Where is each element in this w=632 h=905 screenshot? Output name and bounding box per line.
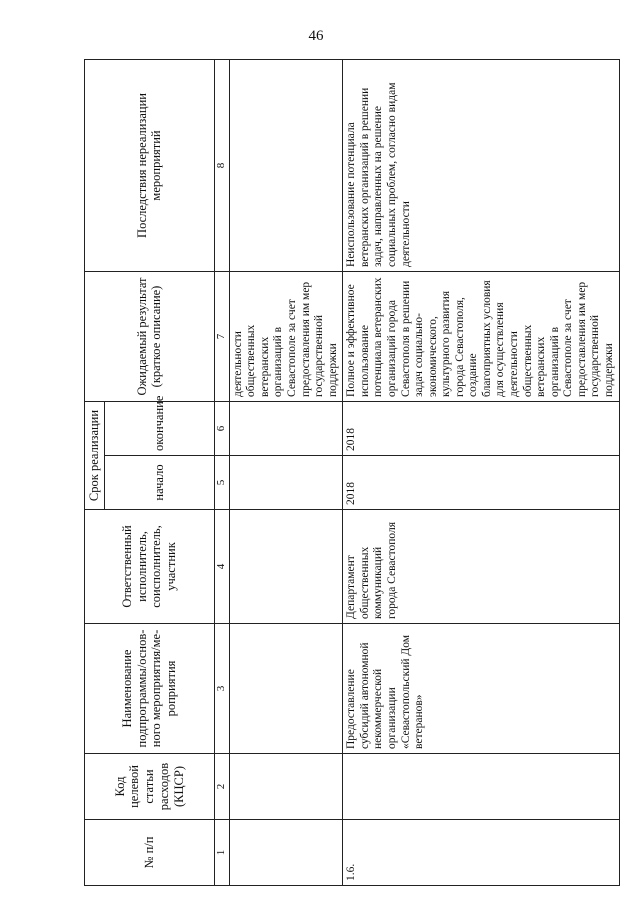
column-number: 5 — [214, 456, 229, 510]
header-start: начало — [104, 456, 214, 510]
table-row-1-6 — [343, 59, 619, 885]
row-code — [343, 754, 619, 820]
cell-empty — [229, 820, 343, 886]
row-responsible: Департамент общественных коммуникаций города Севастополя — [343, 510, 619, 624]
header-end: окончание — [104, 401, 214, 455]
continuation-result: деятельности общественных ветеранских организаций в Севастополе за счет предоставления им мер государственной поддержки — [229, 271, 343, 401]
cell-empty — [229, 624, 343, 754]
rotated-table-container — [84, 60, 615, 886]
header-name: Наименование подпрограммы/основ-ного мероприятия/ме-роприятия — [85, 624, 215, 754]
header-num: № п/п — [85, 820, 215, 886]
page-number: 46 — [308, 28, 324, 44]
column-number: 3 — [214, 624, 229, 754]
cell-empty — [229, 510, 343, 624]
row-start-year: 2018 — [343, 456, 619, 510]
row-name: Предоставление субсидий автономной некоммерческой организации «Севастопольский Дом ветеранов» — [343, 624, 619, 754]
row-consequence: Неиспользование потенциала ветеранских организаций в решении задач, направленных на решение социальных проблем, согласно видам деятельности — [343, 59, 619, 271]
header-result: Ожидаемый результат (краткое описание) — [85, 271, 215, 401]
cell-empty — [229, 456, 343, 510]
row-end-year: 2018 — [343, 401, 619, 455]
column-number: 4 — [214, 510, 229, 624]
column-number: 8 — [214, 59, 229, 271]
column-number: 6 — [214, 401, 229, 455]
continuation-row — [229, 59, 343, 885]
column-number: 7 — [214, 271, 229, 401]
row-number: 1.6. — [343, 820, 619, 886]
header-row-1 — [85, 59, 105, 885]
header-period: Срок реализации — [85, 401, 105, 509]
header-code: Код целевой статьи расходов (КЦСР) — [85, 754, 215, 820]
column-number: 1 — [214, 820, 229, 886]
column-number: 2 — [214, 754, 229, 820]
header-consequence: Последствия нереализации мероприятий — [85, 59, 215, 271]
cell-empty — [229, 754, 343, 820]
column-number-row — [214, 59, 229, 885]
measures-table — [84, 59, 620, 886]
cell-empty — [229, 401, 343, 455]
header-responsible: Ответственный исполнитель, соисполнитель, участник — [85, 510, 215, 624]
row-result: Полное и эффективное использование потенциала ветеранских организаций города Севастополя в решении задач социально-экономического, культурного развития города Севастополя, создание благоприятных условия для осуществления деятельности общественных ветеранских организаций в Севастополе за счет предоставления им мер государственной поддержки — [343, 271, 619, 401]
cell-empty — [229, 59, 343, 271]
